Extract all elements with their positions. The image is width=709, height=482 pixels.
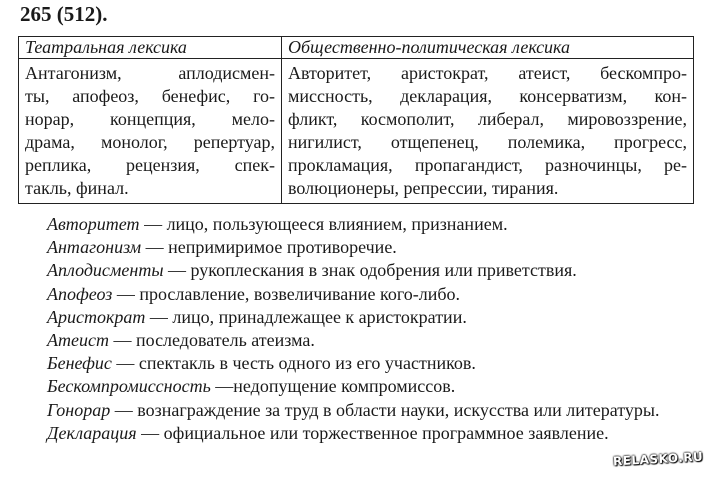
definition-dash: — bbox=[139, 214, 167, 234]
definition-text: лицо, пользующееся влиянием, признанием. bbox=[166, 214, 508, 234]
definition-dash: — bbox=[145, 306, 173, 327]
definition-term: Атеист bbox=[47, 330, 109, 351]
definition-item bbox=[18, 352, 698, 375]
cell-line: ты, апофеоз, бенефис, го- bbox=[25, 86, 275, 106]
definition-text: вознаграждение за труд в области науки, искусства или литературы. bbox=[137, 399, 660, 420]
cell-line: драма, монолог, репертуар, bbox=[25, 132, 275, 152]
definition-term: Бенефис bbox=[47, 353, 112, 374]
definition-term: Аплодисменты bbox=[47, 260, 164, 281]
definition-text: последователь атеизма. bbox=[135, 330, 315, 351]
political-words-cell bbox=[282, 59, 694, 204]
definition-item bbox=[18, 306, 698, 329]
vocabulary-table bbox=[18, 36, 694, 204]
cell-line: Антагонизм, аплодисмен- bbox=[25, 63, 275, 83]
definition-term: Авторитет bbox=[47, 214, 140, 234]
definition-item bbox=[18, 422, 698, 445]
definition-item bbox=[18, 329, 698, 352]
definition-text: недопущение компромиссов. bbox=[233, 376, 456, 397]
definition-term: Бескомпромиссность bbox=[47, 376, 211, 397]
definition-item bbox=[18, 236, 698, 259]
definition-dash: — bbox=[112, 283, 140, 304]
definition-term: Декларация bbox=[47, 422, 137, 443]
definition-text: прославление, возвеличивание кого-либо. bbox=[139, 283, 461, 304]
definition-text: лицо, принадлежащее к аристократии. bbox=[172, 306, 467, 327]
cell-line: волюционеры, репрессии, тирания. bbox=[288, 178, 559, 198]
site-watermark: RELASKO.RU bbox=[612, 449, 704, 469]
cell-line: фликт, космополит, либерал, мировоззрение, bbox=[288, 109, 687, 129]
cell-line: норар, концепция, мело- bbox=[25, 109, 275, 129]
definition-item bbox=[18, 213, 698, 236]
table-header-row bbox=[19, 37, 694, 59]
definition-dash: — bbox=[136, 422, 164, 443]
definition-term: Аристократ bbox=[47, 306, 146, 327]
theatrical-words-cell bbox=[19, 59, 282, 204]
definition-dash: — bbox=[110, 399, 138, 420]
definition-item bbox=[18, 283, 698, 306]
cell-line: Авторитет, аристократ, атеист, бескомпро- bbox=[288, 63, 687, 83]
cell-line: реплика, рецензия, спек- bbox=[25, 155, 275, 175]
cell-line: миссность, декларация, консерватизм, кон- bbox=[288, 86, 687, 106]
table-row bbox=[19, 59, 694, 204]
definition-text: спектакль в честь одного из его участников. bbox=[138, 353, 476, 374]
definition-text: непримиримое противоречие. bbox=[168, 237, 397, 258]
definitions-list bbox=[18, 213, 698, 445]
definition-dash: — bbox=[111, 353, 139, 374]
definition-item bbox=[18, 259, 698, 282]
header-political-vocabulary: Общественно-политическая лексика bbox=[282, 37, 694, 59]
definition-dash: — bbox=[210, 376, 234, 397]
definition-term: Антагонизм bbox=[47, 237, 142, 258]
exercise-number: 265 (512). bbox=[20, 2, 108, 26]
definition-dash: — bbox=[163, 260, 191, 281]
definition-dash: — bbox=[108, 330, 136, 351]
cell-line: такль, финал. bbox=[25, 178, 129, 198]
definition-item bbox=[18, 375, 698, 398]
header-theatrical-vocabulary: Театральная лексика bbox=[19, 37, 282, 59]
cell-line: нигилист, отщепенец, полемика, прогресс, bbox=[288, 132, 687, 152]
cell-line: прокламация, пропагандист, разночинцы, ре- bbox=[288, 155, 687, 175]
definition-text: рукоплескания в знак одобрения или приветствия. bbox=[190, 260, 577, 281]
definition-item bbox=[18, 399, 698, 422]
definition-term: Гонорар bbox=[47, 399, 111, 420]
definition-text: официальное или торжественное программное заявление. bbox=[163, 422, 609, 443]
definition-term: Апофеоз bbox=[47, 283, 113, 304]
definition-dash: — bbox=[141, 237, 169, 258]
